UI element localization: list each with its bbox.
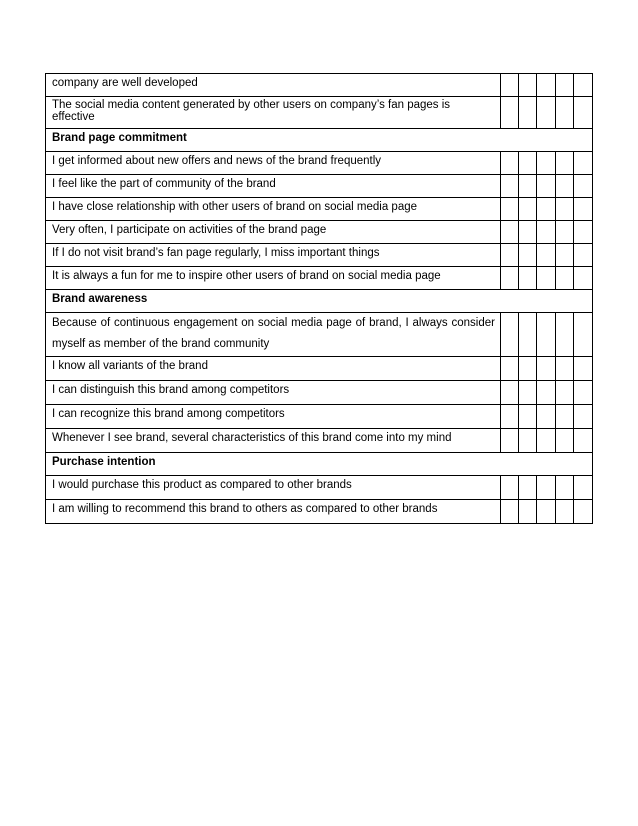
rating-box-5[interactable] (574, 500, 593, 524)
rating-box-3[interactable] (537, 500, 556, 524)
rating-box-2[interactable] (519, 429, 537, 453)
rating-box-1[interactable] (501, 500, 519, 524)
rating-box-3[interactable] (537, 152, 556, 175)
rating-box-4[interactable] (556, 221, 574, 244)
rating-box-1[interactable] (501, 357, 519, 381)
item-row (46, 152, 593, 175)
rating-box-3[interactable] (537, 74, 556, 97)
item-row (46, 500, 593, 524)
rating-box-4[interactable] (556, 381, 574, 405)
item-text: I feel like the part of community of the brand (46, 175, 501, 198)
item-row (46, 244, 593, 267)
item-row (46, 476, 593, 500)
rating-box-1[interactable] (501, 198, 519, 221)
rating-box-5[interactable] (574, 476, 593, 500)
rating-box-1[interactable] (501, 244, 519, 267)
item-row (46, 381, 593, 405)
rating-box-3[interactable] (537, 429, 556, 453)
rating-box-4[interactable] (556, 198, 574, 221)
rating-box-3[interactable] (537, 198, 556, 221)
rating-box-1[interactable] (501, 267, 519, 290)
rating-box-5[interactable] (574, 405, 593, 429)
rating-box-2[interactable] (519, 244, 537, 267)
rating-box-2[interactable] (519, 74, 537, 97)
rating-box-3[interactable] (537, 221, 556, 244)
rating-box-2[interactable] (519, 267, 537, 290)
rating-box-2[interactable] (519, 97, 537, 129)
item-text: I can distinguish this brand among competitors (46, 381, 501, 405)
rating-box-3[interactable] (537, 476, 556, 500)
rating-box-5[interactable] (574, 198, 593, 221)
item-text: I get informed about new offers and news of the brand frequently (46, 152, 501, 175)
rating-box-3[interactable] (537, 357, 556, 381)
rating-box-4[interactable] (556, 175, 574, 198)
rating-box-3[interactable] (537, 267, 556, 290)
item-text: Because of continuous engagement on social media page of brand, I always consider myself as member of the brand community (46, 313, 501, 357)
rating-box-4[interactable] (556, 500, 574, 524)
item-text: I have close relationship with other users of brand on social media page (46, 198, 501, 221)
rating-box-1[interactable] (501, 313, 519, 357)
rating-box-1[interactable] (501, 152, 519, 175)
rating-box-5[interactable] (574, 244, 593, 267)
rating-box-2[interactable] (519, 313, 537, 357)
item-text: company are well developed (46, 74, 501, 97)
item-row (46, 313, 593, 357)
rating-box-1[interactable] (501, 221, 519, 244)
section-row (46, 129, 593, 152)
rating-box-3[interactable] (537, 313, 556, 357)
rating-box-5[interactable] (574, 97, 593, 129)
item-text: Whenever I see brand, several characteristics of this brand come into my mind (46, 429, 501, 453)
item-text: I know all variants of the brand (46, 357, 501, 381)
rating-box-1[interactable] (501, 405, 519, 429)
rating-box-2[interactable] (519, 476, 537, 500)
item-row (46, 198, 593, 221)
rating-box-5[interactable] (574, 381, 593, 405)
rating-box-2[interactable] (519, 221, 537, 244)
rating-box-2[interactable] (519, 198, 537, 221)
rating-box-3[interactable] (537, 97, 556, 129)
item-row (46, 429, 593, 453)
rating-box-1[interactable] (501, 74, 519, 97)
rating-box-4[interactable] (556, 244, 574, 267)
section-row (46, 453, 593, 476)
rating-box-3[interactable] (537, 175, 556, 198)
item-text: The social media content generated by other users on company’s fan pages is effective (46, 97, 501, 129)
rating-box-1[interactable] (501, 97, 519, 129)
item-text: I can recognize this brand among competitors (46, 405, 501, 429)
rating-box-4[interactable] (556, 267, 574, 290)
section-heading: Purchase intention (46, 453, 593, 476)
rating-box-5[interactable] (574, 152, 593, 175)
rating-box-4[interactable] (556, 405, 574, 429)
rating-box-3[interactable] (537, 405, 556, 429)
item-row (46, 97, 593, 129)
rating-box-4[interactable] (556, 429, 574, 453)
rating-box-2[interactable] (519, 152, 537, 175)
item-row (46, 357, 593, 381)
rating-box-3[interactable] (537, 381, 556, 405)
rating-box-1[interactable] (501, 429, 519, 453)
item-row (46, 267, 593, 290)
item-text: It is always a fun for me to inspire other users of brand on social media page (46, 267, 501, 290)
rating-box-5[interactable] (574, 267, 593, 290)
item-row (46, 405, 593, 429)
section-heading: Brand page commitment (46, 129, 593, 152)
rating-box-4[interactable] (556, 476, 574, 500)
rating-box-5[interactable] (574, 221, 593, 244)
rating-box-4[interactable] (556, 97, 574, 129)
rating-box-4[interactable] (556, 313, 574, 357)
rating-box-5[interactable] (574, 74, 593, 97)
item-text: If I do not visit brand’s fan page regularly, I miss important things (46, 244, 501, 267)
section-heading: Brand awareness (46, 290, 593, 313)
item-row (46, 74, 593, 97)
rating-box-2[interactable] (519, 381, 537, 405)
rating-box-5[interactable] (574, 313, 593, 357)
rating-box-1[interactable] (501, 381, 519, 405)
rating-box-5[interactable] (574, 357, 593, 381)
item-text: I am willing to recommend this brand to others as compared to other brands (46, 500, 501, 524)
item-row (46, 221, 593, 244)
rating-box-4[interactable] (556, 74, 574, 97)
rating-box-1[interactable] (501, 175, 519, 198)
rating-box-2[interactable] (519, 500, 537, 524)
rating-box-2[interactable] (519, 175, 537, 198)
rating-box-5[interactable] (574, 429, 593, 453)
rating-box-2[interactable] (519, 357, 537, 381)
rating-box-3[interactable] (537, 244, 556, 267)
rating-box-4[interactable] (556, 152, 574, 175)
survey-table (45, 73, 593, 524)
rating-box-4[interactable] (556, 357, 574, 381)
item-text: Very often, I participate on activities of the brand page (46, 221, 501, 244)
section-row (46, 290, 593, 313)
item-text: I would purchase this product as compared to other brands (46, 476, 501, 500)
rating-box-1[interactable] (501, 476, 519, 500)
rating-box-5[interactable] (574, 175, 593, 198)
item-row (46, 175, 593, 198)
rating-box-2[interactable] (519, 405, 537, 429)
